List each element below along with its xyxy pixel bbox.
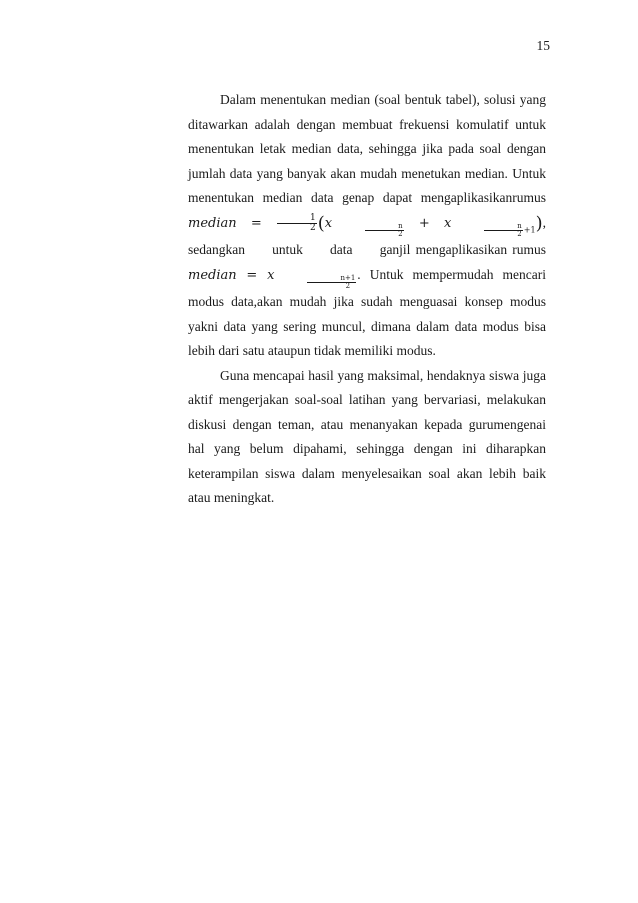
- body-text: [188, 88, 546, 511]
- subscript-numerator: n+1: [307, 275, 356, 283]
- page-number: 15: [536, 38, 550, 53]
- subscript-denominator: 2: [517, 230, 522, 238]
- formula-lhs: median: [188, 267, 237, 283]
- formula-equals: =: [246, 267, 258, 283]
- paragraph-text: Dalam menentukan median (soal bentuk tabel), solusi yang ditawarkan adalah dengan membuat frekuensi komulatif untuk menentukan letak median data, sehingga jika pada soal dengan jumlah data yang banyak akan mudah menetukan median. Untuk menentukan median data genap dapat mengaplikasikanrumus: [188, 92, 546, 205]
- formula-plus: +: [418, 215, 430, 231]
- formula-equals: =: [250, 215, 262, 231]
- paragraph-median-modus: [188, 88, 546, 364]
- formula-x-term: x: [267, 267, 275, 283]
- formula-subscript: [332, 223, 405, 238]
- paragraph-recommendation: Guna mencapai hasil yang maksimal, hendaknya siswa juga aktif mengerjakan soal-soal latihan yang bervariasi, melakukan diskusi dengan teman, atau menanyakan kepada gurumengenai hal yang belum dipahami, sehingga dengan ini diharapkan keterampilan siswa dalam menyelesaikan soal akan lebih baik atau meningkat.: [188, 367, 546, 505]
- fraction-denominator: 2: [309, 222, 316, 233]
- formula-open-paren: (: [317, 212, 325, 234]
- formula-x-term: x: [324, 215, 333, 231]
- paragraph-text: sedangkan untuk data ganjil: [188, 242, 411, 257]
- formula-fraction: [277, 214, 317, 233]
- formula-subscript: [451, 223, 535, 238]
- formula-lhs: median: [188, 215, 237, 231]
- formula-median-odd: [188, 267, 357, 290]
- paragraph-text: . Untuk mempermudah mencari modus data,akan mudah jika sudah menguasai konsep modus yakni data yang sering muncul, dimana dalam data modus bisa lebih dari satu ataupun tidak memiliki modus.: [188, 266, 546, 358]
- subscript-denominator: 2: [345, 282, 351, 290]
- subscript-numerator: n: [484, 223, 523, 231]
- formula-subscript: [274, 275, 357, 290]
- paragraph-text: mengaplikasikan rumus: [415, 242, 546, 257]
- subscript-numerator: n: [365, 223, 404, 231]
- formula-median-even: [188, 212, 543, 238]
- formula-close-paren: ): [535, 212, 543, 234]
- subscript-tail: +1: [523, 225, 536, 235]
- paragraph-text: ,: [542, 214, 546, 230]
- subscript-denominator: 2: [398, 230, 403, 238]
- fraction-numerator: 1: [277, 214, 317, 224]
- formula-x-term: x: [443, 215, 452, 231]
